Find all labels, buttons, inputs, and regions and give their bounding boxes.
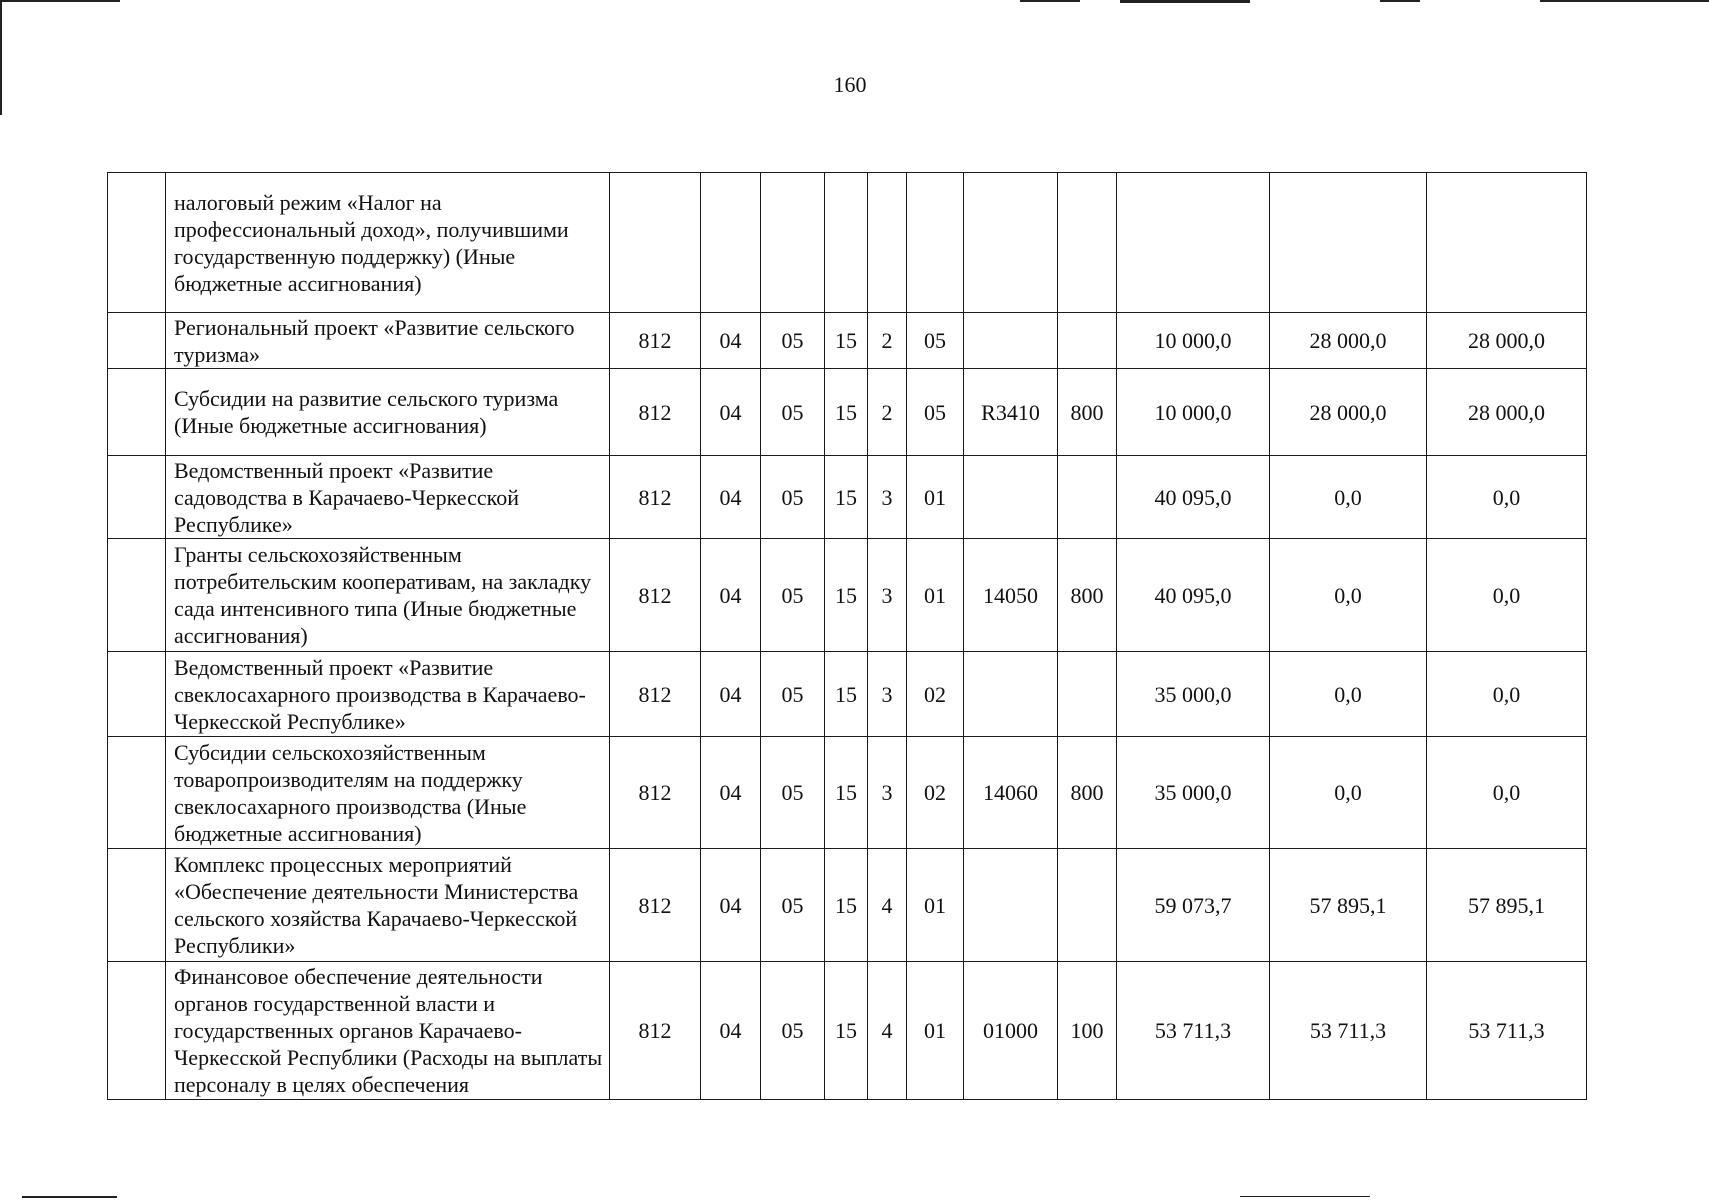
code-cell: 04 (701, 313, 761, 369)
table-row (108, 456, 1587, 539)
code-cell: 812 (610, 737, 701, 849)
amount-cell: 28 000,0 (1270, 369, 1427, 456)
code-cell: 14050 (964, 539, 1058, 652)
item-name-cell: налоговый режим «Налог на профессиональный доход», получившими государственную поддержку) (Иные бюджетные ассигнования) (166, 173, 610, 313)
code-cell: 05 (761, 313, 825, 369)
row-number-cell (108, 652, 166, 737)
code-cell: 15 (825, 737, 868, 849)
code-cell: 812 (610, 456, 701, 539)
item-name-cell: Региональный проект «Развитие сельского туризма» (166, 313, 610, 369)
code-cell: 04 (701, 962, 761, 1100)
code-cell: 15 (825, 652, 868, 737)
code-cell: 3 (868, 456, 907, 539)
code-cell: 04 (701, 369, 761, 456)
code-cell: 05 (761, 539, 825, 652)
row-number-cell (108, 539, 166, 652)
code-cell: 812 (610, 313, 701, 369)
code-cell: 05 (761, 849, 825, 962)
code-cell: 15 (825, 849, 868, 962)
amount-cell (1427, 173, 1587, 313)
code-cell (825, 173, 868, 313)
code-cell (964, 456, 1058, 539)
code-cell: 812 (610, 962, 701, 1100)
code-cell: 800 (1058, 369, 1117, 456)
amount-cell: 0,0 (1427, 539, 1587, 652)
code-cell: R3410 (964, 369, 1058, 456)
table-row (108, 849, 1587, 962)
code-cell: 01 (907, 962, 964, 1100)
scan-artifact (1020, 0, 1080, 2)
code-cell (964, 313, 1058, 369)
item-name-cell: Гранты сельскохозяйственным потребительским кооперативам, на закладку сада интенсивного типа (Иные бюджетные ассигнования) (166, 539, 610, 652)
code-cell (1058, 313, 1117, 369)
table-row (108, 539, 1587, 652)
amount-cell: 28 000,0 (1270, 313, 1427, 369)
amount-cell: 35 000,0 (1117, 737, 1270, 849)
code-cell: 01 (907, 849, 964, 962)
table-row (108, 737, 1587, 849)
scan-artifact (1540, 0, 1709, 2)
code-cell (868, 173, 907, 313)
code-cell: 05 (761, 369, 825, 456)
code-cell: 04 (701, 849, 761, 962)
item-name-cell: Комплекс процессных мероприятий «Обеспечение деятельности Министерства сельского хозяйства Карачаево-Черкесской Республики» (166, 849, 610, 962)
item-name-cell: Ведомственный проект «Развитие садоводства в Карачаево-Черкесской Республике» (166, 456, 610, 539)
table-row (108, 652, 1587, 737)
code-cell: 812 (610, 849, 701, 962)
code-cell: 3 (868, 737, 907, 849)
code-cell: 15 (825, 539, 868, 652)
amount-cell: 10 000,0 (1117, 313, 1270, 369)
amount-cell: 10 000,0 (1117, 369, 1270, 456)
row-number-cell (108, 173, 166, 313)
amount-cell: 0,0 (1427, 652, 1587, 737)
code-cell: 14060 (964, 737, 1058, 849)
row-number-cell (108, 737, 166, 849)
code-cell (1058, 173, 1117, 313)
scan-artifact (1240, 1196, 1370, 1197)
code-cell (964, 849, 1058, 962)
code-cell (964, 173, 1058, 313)
code-cell: 05 (761, 652, 825, 737)
item-name-cell: Финансовое обеспечение деятельности органов государственной власти и государственных органов Карачаево-Черкесской Республики (Расходы на выплаты персоналу в целях обеспечения (166, 962, 610, 1100)
amount-cell: 0,0 (1427, 456, 1587, 539)
row-number-cell (108, 849, 166, 962)
amount-cell: 0,0 (1270, 737, 1427, 849)
code-cell: 04 (701, 737, 761, 849)
code-cell: 800 (1058, 539, 1117, 652)
amount-cell: 40 095,0 (1117, 539, 1270, 652)
page-number: 160 (833, 72, 867, 97)
code-cell: 3 (868, 539, 907, 652)
amount-cell: 0,0 (1270, 652, 1427, 737)
scan-artifact (0, 0, 120, 2)
code-cell: 100 (1058, 962, 1117, 1100)
amount-cell: 57 895,1 (1427, 849, 1587, 962)
code-cell: 15 (825, 962, 868, 1100)
amount-cell (1117, 173, 1270, 313)
code-cell: 05 (907, 369, 964, 456)
table-row (108, 313, 1587, 369)
item-name-cell: Ведомственный проект «Развитие свеклосахарного производства в Карачаево-Черкесской Республике» (166, 652, 610, 737)
row-number-cell (108, 369, 166, 456)
row-number-cell (108, 456, 166, 539)
table-row (108, 369, 1587, 456)
code-cell: 800 (1058, 737, 1117, 849)
code-cell: 02 (907, 737, 964, 849)
amount-cell (1270, 173, 1427, 313)
code-cell: 4 (868, 962, 907, 1100)
code-cell: 01000 (964, 962, 1058, 1100)
code-cell: 812 (610, 369, 701, 456)
code-cell: 01 (907, 456, 964, 539)
code-cell (1058, 652, 1117, 737)
code-cell: 2 (868, 369, 907, 456)
row-number-cell (108, 962, 166, 1100)
code-cell: 05 (761, 737, 825, 849)
code-cell: 04 (701, 539, 761, 652)
amount-cell: 0,0 (1270, 456, 1427, 539)
code-cell: 15 (825, 313, 868, 369)
table-row (108, 962, 1587, 1100)
amount-cell: 28 000,0 (1427, 369, 1587, 456)
code-cell: 2 (868, 313, 907, 369)
code-cell: 04 (701, 456, 761, 539)
code-cell: 15 (825, 456, 868, 539)
scan-artifact (1380, 0, 1420, 2)
code-cell: 04 (701, 652, 761, 737)
table-row (108, 173, 1587, 313)
code-cell: 812 (610, 539, 701, 652)
amount-cell: 28 000,0 (1427, 313, 1587, 369)
item-name-cell: Субсидии сельскохозяйственным товаропроизводителям на поддержку свеклосахарного производства (Иные бюджетные ассигнования) (166, 737, 610, 849)
scan-artifact (1120, 0, 1250, 3)
amount-cell: 35 000,0 (1117, 652, 1270, 737)
code-cell (964, 652, 1058, 737)
table-body (108, 173, 1587, 1100)
budget-table (107, 172, 1587, 1100)
amount-cell: 40 095,0 (1117, 456, 1270, 539)
code-cell (610, 173, 701, 313)
row-number-cell (108, 313, 166, 369)
code-cell (761, 173, 825, 313)
amount-cell: 53 711,3 (1270, 962, 1427, 1100)
code-cell (907, 173, 964, 313)
code-cell: 05 (907, 313, 964, 369)
code-cell (701, 173, 761, 313)
code-cell (1058, 849, 1117, 962)
amount-cell: 59 073,7 (1117, 849, 1270, 962)
item-name-cell: Субсидии на развитие сельского туризма (Иные бюджетные ассигнования) (166, 369, 610, 456)
code-cell: 4 (868, 849, 907, 962)
code-cell: 01 (907, 539, 964, 652)
code-cell: 3 (868, 652, 907, 737)
amount-cell: 57 895,1 (1270, 849, 1427, 962)
code-cell: 05 (761, 456, 825, 539)
amount-cell: 0,0 (1270, 539, 1427, 652)
code-cell: 02 (907, 652, 964, 737)
code-cell: 812 (610, 652, 701, 737)
code-cell (1058, 456, 1117, 539)
code-cell: 15 (825, 369, 868, 456)
amount-cell: 53 711,3 (1427, 962, 1587, 1100)
amount-cell: 0,0 (1427, 737, 1587, 849)
code-cell: 05 (761, 962, 825, 1100)
scan-artifact (22, 1196, 117, 1198)
amount-cell: 53 711,3 (1117, 962, 1270, 1100)
